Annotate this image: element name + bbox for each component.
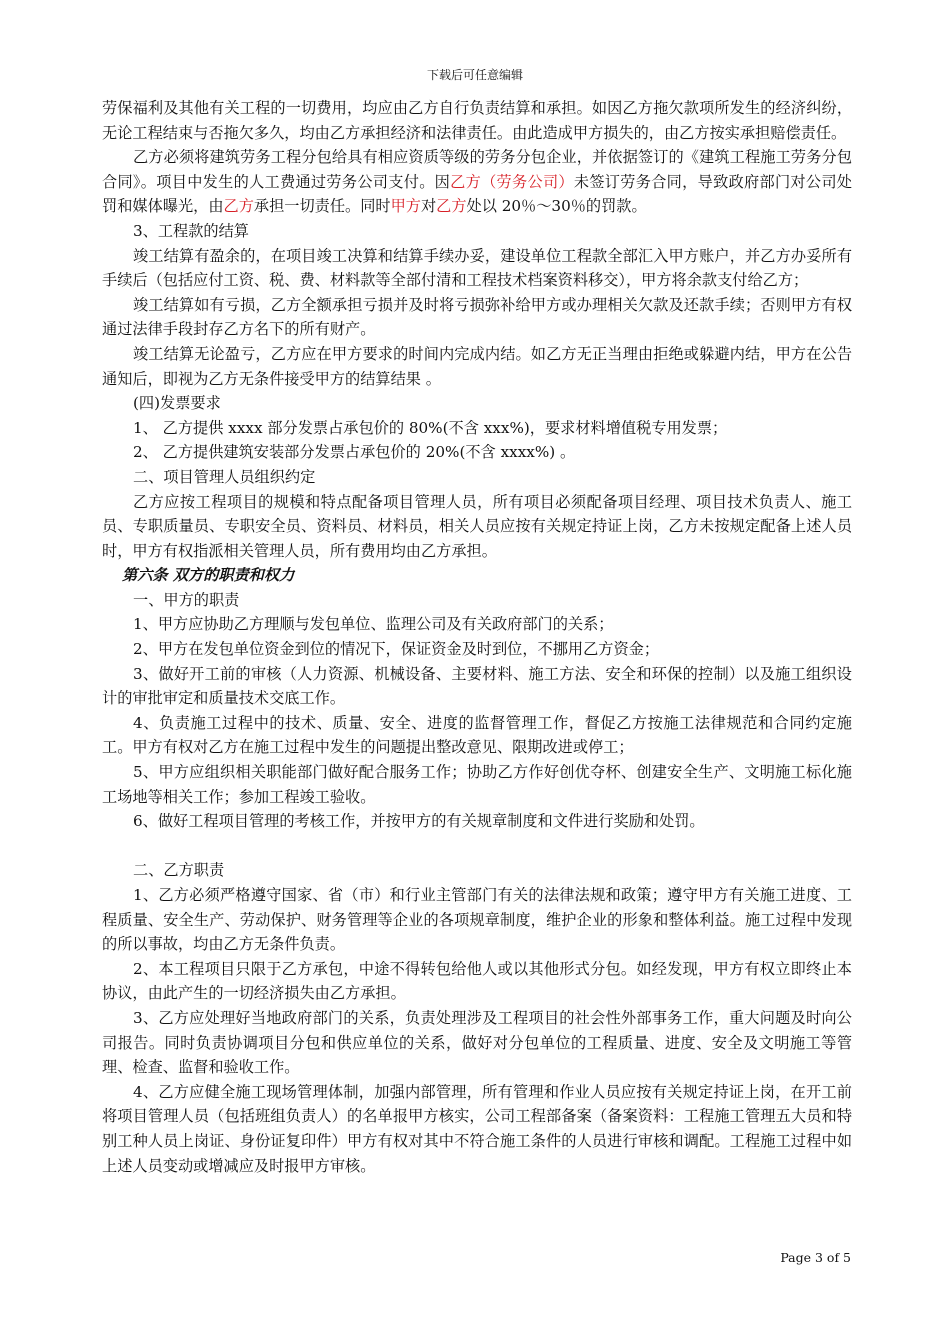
list-item: 4、负责施工过程中的技术、质量、安全、进度的监督管理工作，督促乙方按施工法律规范和合同约定施工。甲方有权对乙方在施工过程中发生的问题提出整改意见、限期改进或停工；: [102, 713, 852, 757]
section-subheading: 二、项目管理人员组织约定: [133, 467, 316, 486]
highlight-text: 乙方: [436, 197, 467, 216]
page-header: 下载后可任意编辑: [426, 68, 523, 82]
text-run: 承担一切责任。同时: [253, 197, 391, 216]
list-item: 4、乙方应健全施工现场管理体制，加强内部管理，所有管理和作业人员应按有关规定持证上岗，在开工前将项目管理人员（包括班组负责人）的名单报甲方核实，公司工程部备案（备案资料：工程施工管理五大员和特别工种人员上岗证、身份证复印件）甲方有权对其中不符合施工条件的人员进行审核和调配。工程施工过程中如上述人员变动或增减应及时报甲方审核。: [102, 1082, 852, 1175]
highlight-text: 甲方: [390, 197, 421, 216]
paragraph-labor-subcontract: [102, 145, 852, 219]
list-item: 1、 乙方提供 xxxx 部分发票占承包价的 80%(不含 xxx%)，要求材料增值税专用发票；: [133, 418, 728, 437]
article-heading: 第六条 双方的职责和权力: [122, 566, 295, 585]
section-subheading: 二、乙方职责: [133, 861, 225, 880]
list-item: 1、甲方应协助乙方理顺与发包单位、监理公司及有关政府部门的关系；: [133, 615, 614, 634]
section-subheading: 一、甲方的职责: [133, 590, 240, 609]
paragraph: 竣工结算有盈余的，在项目竣工决算和结算手续办妥，建设单位工程款全部汇入甲方账户，并乙方办妥所有手续后（包括应付工资、税、费、材料款等全部付清和工程技术档案资料移交），甲方将余款支付给乙方；: [102, 246, 852, 290]
list-item: 2、甲方在发包单位资金到位的情况下，保证资金及时到位，不挪用乙方资金；: [133, 640, 660, 659]
paragraph: 竣工结算无论盈亏，乙方应在甲方要求的时间内完成内结。如乙方无正当理由拒绝或躲避内结，甲方在公告通知后，即视为乙方无条件接受甲方的结算结果 。: [102, 344, 852, 388]
text-run: 乙方必须将建筑劳务工程分包给具有相应资质等级的劳务分包企业，并依据签订的《建筑工程施工劳务分包合同》。项目中发生的人工费通过劳务公司支付。因: [102, 148, 852, 191]
blank-line: [102, 834, 852, 859]
text-run: 对: [420, 197, 437, 216]
document-body: [102, 96, 852, 1178]
page-number: Page 3 of 5: [780, 1250, 851, 1265]
highlight-text: 乙方: [223, 197, 254, 216]
highlight-text: 乙方（劳务公司）: [450, 172, 574, 191]
section-subheading: (四)发票要求: [133, 394, 221, 413]
list-item: 5、甲方应组织相关职能部门做好配合服务工作；协助乙方作好创优夺杯、创建安全生产、文明施工标化施工场地等相关工作；参加工程竣工验收。: [102, 763, 852, 806]
list-item: 3、做好开工前的审核（人力资源、机械设备、主要材料、施工方法、安全和环保的控制）以及施工组织设计的审批审定和质量技术交底工作。: [102, 664, 852, 708]
text-run: 未签订劳务合同，导致政府部门对公司处罚和媒体曝光，由: [102, 172, 852, 216]
list-item: 2、本工程项目只限于乙方承包，中途不得转包给他人或以其他形式分包。如经发现，甲方有权立即终止本协议，由此产生的一切经济损失由乙方承担。: [102, 959, 852, 1003]
section-subheading: 3、工程款的结算: [133, 221, 249, 240]
list-item: 2、 乙方提供建筑安装部分发票占承包价的 20%(不含 xxxx%) 。: [133, 443, 576, 462]
list-item: 3、乙方应处理好当地政府部门的关系，负责处理涉及工程项目的社会性外部事务工作，重大问题及时向公司报告。同时负责协调项目分包和供应单位的关系，做好对分包单位的工程质量、进度、安全及文明施工等管理、检查、监督和验收工作。: [102, 1008, 852, 1077]
paragraph: 劳保福利及其他有关工程的一切费用，均应由乙方自行负责结算和承担。如因乙方拖欠款项所发生的经济纠纷，无论工程结束与否拖欠多久，均由乙方承担经济和法律责任。由此造成甲方损失的，由乙方按实承担赔偿责任。: [102, 99, 852, 142]
list-item: 1、乙方必须严格遵守国家、省（市）和行业主管部门有关的法律法规和政策；遵守甲方有关施工进度、工程质量、安全生产、劳动保护、财务管理等企业的各项规章制度，维护企业的形象和整体利益。施工过程中发现的所以事故，均由乙方无条件负责。: [102, 886, 852, 954]
text-run: 处以 20％～30％的罚款。: [466, 197, 647, 216]
paragraph: 竣工结算如有亏损，乙方全额承担亏损并及时将亏损弥补给甲方或办理相关欠款及还款手续；否则甲方有权通过法律手段封存乙方名下的所有财产。: [102, 295, 852, 339]
list-item: 6、做好工程项目管理的考核工作，并按甲方的有关规章制度和文件进行奖励和处罚。: [133, 812, 705, 831]
paragraph: 乙方应按工程项目的规模和特点配备项目管理人员，所有项目必须配备项目经理、项目技术负责人、施工员、专职质量员、专职安全员、资料员、材料员，相关人员应按有关规定持证上岗，乙方未按规定配备上述人员时，甲方有权指派相关管理人员，所有费用均由乙方承担。: [102, 492, 852, 560]
